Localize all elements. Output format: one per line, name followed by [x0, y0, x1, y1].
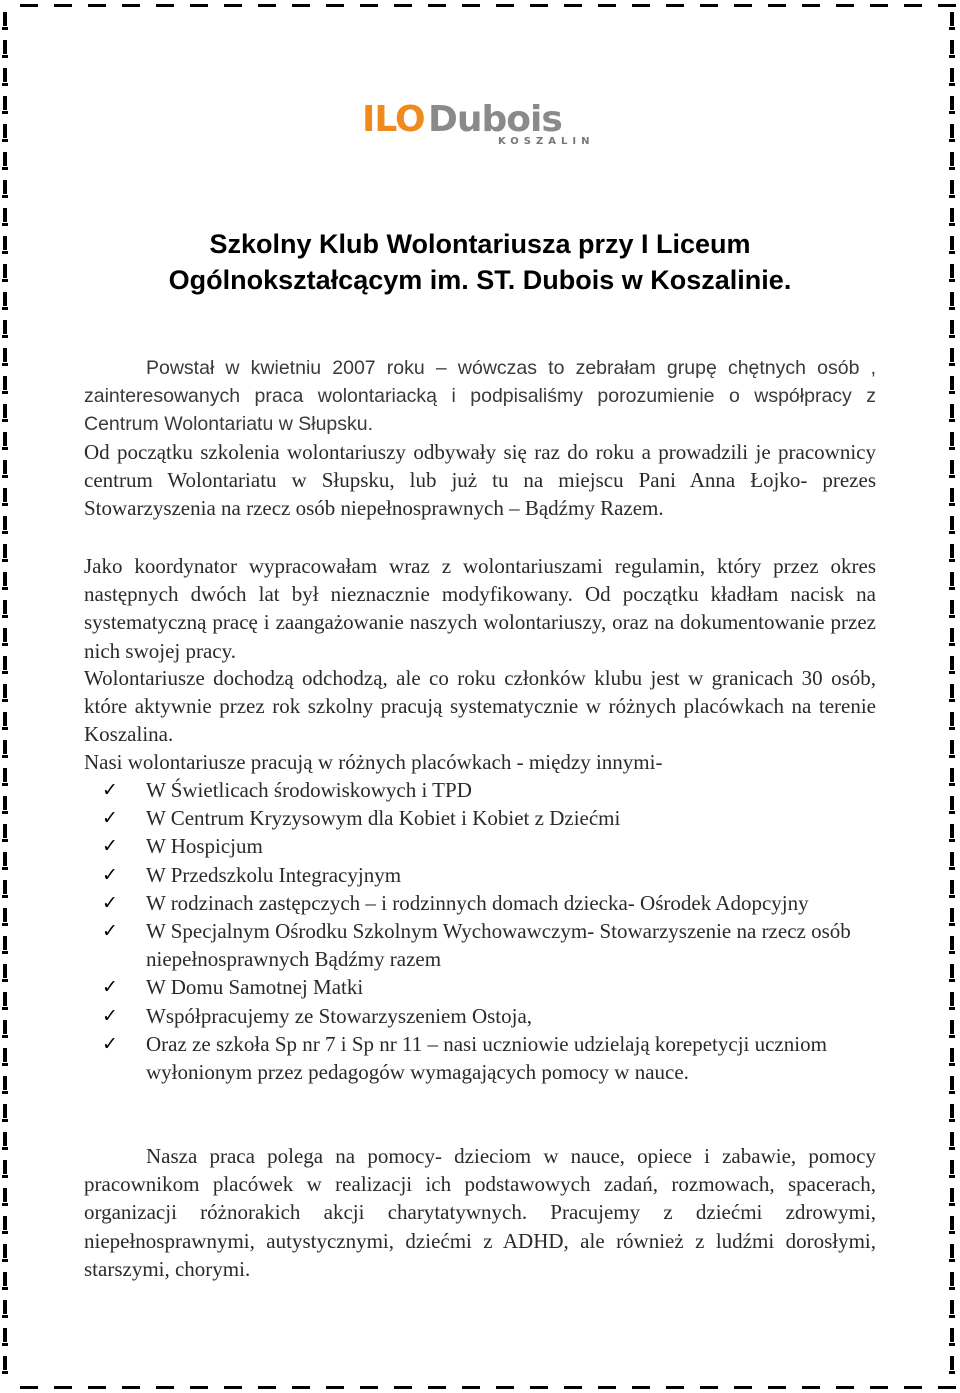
border-dash: [2, 139, 8, 142]
border-dash: [950, 320, 954, 334]
logo-city-text: KOSZALIN: [498, 136, 595, 147]
border-dash: [2, 559, 8, 562]
border-dash: [2, 83, 8, 86]
border-dash: [949, 1063, 955, 1066]
border-dash: [950, 992, 954, 1006]
border-dash: [156, 1386, 174, 1389]
list-item-text: W rodzinach zastępczych – i rodzinnych domach dziecka- Ośrodek Adopcyjny: [146, 890, 809, 915]
border-dash: [950, 96, 954, 110]
border-dash: [54, 1386, 72, 1389]
border-dash: [950, 488, 954, 502]
list-item: [84, 917, 876, 973]
border-dash: [2, 1063, 8, 1066]
list-item-text: Oraz ze szkoła Sp nr 7 i Sp nr 11 – nasi uczniowie udzielają korepetycji uczniom wyłonionym przez pedagogów wymagających pomocy w nauce.: [146, 1031, 827, 1085]
border-dash: [3, 824, 7, 838]
border-dash: [949, 1091, 955, 1094]
border-dash: [938, 4, 956, 7]
border-dash: [3, 152, 7, 166]
border-dash: [950, 964, 954, 978]
border-dash: [950, 236, 954, 250]
border-dash: [2, 643, 8, 646]
border-dash: [734, 4, 752, 7]
border-dash: [3, 1048, 7, 1062]
border-dash: [3, 264, 7, 278]
border-dash: [462, 1386, 480, 1389]
border-dash: [3, 376, 7, 390]
border-dash: [700, 4, 718, 7]
border-dash: [949, 1035, 955, 1038]
border-dash: [949, 783, 955, 786]
border-dash: [2, 587, 8, 590]
border-dash: [949, 307, 955, 310]
border-dash: [949, 1147, 955, 1150]
border-dash: [3, 1188, 7, 1202]
border-dash: [3, 572, 7, 586]
border-dash: [949, 167, 955, 170]
border-dash: [950, 68, 954, 82]
border-dash: [949, 895, 955, 898]
border-dash: [950, 12, 954, 26]
border-dash: [949, 531, 955, 534]
border-dash: [950, 1076, 954, 1090]
border-dash: [3, 992, 7, 1006]
list-item-text: W Hospicjum: [146, 834, 263, 859]
border-dash: [3, 768, 7, 782]
border-dash: [3, 656, 7, 670]
border-dash: [3, 68, 7, 82]
border-dash: [3, 712, 7, 726]
border-dash: [2, 1371, 8, 1374]
border-dash: [950, 1300, 954, 1314]
border-dash: [950, 124, 954, 138]
border-dash: [3, 488, 7, 502]
border-dash: [3, 320, 7, 334]
border-dash: [768, 1386, 786, 1389]
border-dash: [2, 895, 8, 898]
border-dash: [2, 475, 8, 478]
border-dash: [950, 348, 954, 362]
list-item-text: Współpracujemy ze Stowarzyszeniem Ostoja,: [146, 1003, 533, 1028]
border-dash: [950, 936, 954, 950]
border-dash: [20, 1386, 38, 1389]
list-item: [84, 832, 876, 860]
border-dash: [949, 923, 955, 926]
border-dash: [3, 96, 7, 110]
border-dash: [2, 195, 8, 198]
border-dash: [3, 936, 7, 950]
checkmark-icon: ✓: [102, 1004, 118, 1027]
border-dash: [950, 656, 954, 670]
border-dash: [2, 1147, 8, 1150]
border-dash: [2, 1343, 8, 1346]
border-dash: [904, 1386, 922, 1389]
border-dash: [2, 1287, 8, 1290]
border-dash: [949, 335, 955, 338]
border-dash: [2, 503, 8, 506]
border-dash: [949, 1315, 955, 1318]
border-dash: [949, 223, 955, 226]
border-dash: [949, 279, 955, 282]
border-dash: [2, 1007, 8, 1010]
border-dash: [3, 1300, 7, 1314]
list-item: [84, 889, 876, 917]
checkmark-icon: ✓: [102, 1032, 118, 1055]
border-dash: [122, 1386, 140, 1389]
border-dash: [3, 292, 7, 306]
page-title: [80, 226, 880, 298]
border-dash: [3, 1132, 7, 1146]
border-dash: [949, 1343, 955, 1346]
page-title-line-2: Ogólnokształcącym im. ST. Dubois w Koszalinie.: [168, 265, 792, 295]
border-dash: [3, 208, 7, 222]
intro-paragraph: Powstał w kwietniu 2007 roku – wówczas to zebrałam grupę chętnych osób , zainteresowanych praca wolontariacką i podpisaliśmy porozumienie o współpracy z Centrum Wolontariatu w Słupsku.: [84, 357, 876, 436]
border-dash: [2, 923, 8, 926]
border-dash: [632, 4, 650, 7]
border-dash: [950, 152, 954, 166]
border-dash: [326, 4, 344, 7]
border-dash: [428, 1386, 446, 1389]
border-dash: [3, 740, 7, 754]
border-dash: [2, 419, 8, 422]
border-dash: [292, 1386, 310, 1389]
border-dash: [3, 124, 7, 138]
border-dash: [949, 755, 955, 758]
border-dash: [950, 1356, 954, 1370]
border-dash: [949, 839, 955, 842]
border-dash: [3, 1356, 7, 1370]
border-dash: [2, 755, 8, 758]
border-dash: [949, 391, 955, 394]
border-dash: [700, 1386, 718, 1389]
border-dash: [3, 1244, 7, 1258]
border-dash: [3, 1076, 7, 1090]
border-dash: [3, 684, 7, 698]
border-dash: [2, 335, 8, 338]
border-dash: [564, 1386, 582, 1389]
border-dash: [950, 292, 954, 306]
border-dash: [950, 1244, 954, 1258]
border-dash: [666, 4, 684, 7]
border-dash: [88, 4, 106, 7]
border-dash: [949, 979, 955, 982]
border-dash: [949, 951, 955, 954]
border-dash: [950, 628, 954, 642]
border-dash: [530, 1386, 548, 1389]
border-dash: [950, 1160, 954, 1174]
border-dash: [949, 447, 955, 450]
border-dash: [949, 727, 955, 730]
border-dash: [950, 712, 954, 726]
border-dash: [2, 783, 8, 786]
border-dash: [3, 404, 7, 418]
border-dash: [950, 264, 954, 278]
border-dash: [950, 208, 954, 222]
border-dash: [496, 4, 514, 7]
border-dash: [950, 1216, 954, 1230]
list-item-text: W Specjalnym Ośrodku Szkolnym Wychowawczym- Stowarzyszenie na rzecz osób niepełnosprawnych Bądźmy razem: [146, 919, 851, 972]
border-dash: [3, 880, 7, 894]
list-item: [84, 1030, 876, 1086]
border-dash: [949, 559, 955, 562]
border-dash: [3, 1020, 7, 1034]
border-dash: [3, 1104, 7, 1118]
border-dash: [836, 1386, 854, 1389]
border-dash: [2, 811, 8, 814]
border-dash: [950, 544, 954, 558]
border-dash: [734, 1386, 752, 1389]
list-intro: Nasi wolontariusze pracują w różnych placówkach - między innymi-: [84, 750, 663, 774]
border-dash: [950, 1132, 954, 1146]
border-dash: [950, 1272, 954, 1286]
border-dash: [2, 111, 8, 114]
border-dash: [190, 1386, 208, 1389]
border-dash: [3, 460, 7, 474]
border-dash: [949, 139, 955, 142]
list-item: [84, 776, 876, 804]
border-dash: [224, 1386, 242, 1389]
border-dash: [950, 1048, 954, 1062]
border-dash: [950, 432, 954, 446]
border-dash: [949, 1119, 955, 1122]
border-dash: [949, 643, 955, 646]
border-dash: [666, 1386, 684, 1389]
border-dash: [3, 1328, 7, 1342]
border-dash: [2, 867, 8, 870]
border-dash: [950, 880, 954, 894]
border-dash: [2, 951, 8, 954]
border-dash: [950, 1188, 954, 1202]
checkmark-icon: ✓: [102, 807, 118, 830]
border-dash: [632, 1386, 650, 1389]
border-dash: [949, 1259, 955, 1262]
border-dash: [949, 251, 955, 254]
border-dash: [949, 1371, 955, 1374]
list-item-text: W Centrum Kryzysowym dla Kobiet i Kobiet z Dziećmi: [146, 806, 621, 831]
border-dash: [870, 1386, 888, 1389]
border-dash: [3, 40, 7, 54]
border-dash: [3, 180, 7, 194]
border-dash: [292, 4, 310, 7]
school-logo: [362, 100, 602, 152]
border-dash: [3, 1272, 7, 1286]
border-dash: [950, 572, 954, 586]
border-dash: [2, 1231, 8, 1234]
border-dash: [360, 4, 378, 7]
border-dash: [950, 1104, 954, 1118]
border-dash: [2, 1259, 8, 1262]
border-dash: [2, 1315, 8, 1318]
checkmark-icon: ✓: [102, 863, 118, 886]
logo-ilo-text: ILO: [362, 99, 425, 140]
checkmark-icon: ✓: [102, 835, 118, 858]
border-dash: [3, 516, 7, 530]
border-dash: [949, 671, 955, 674]
members-paragraph: Wolontariusze dochodzą odchodzą, ale co roku członków klubu jest w granicach 30 osób, które aktywnie przez rok szkolny pracują systematycznie w różnych placówkach na terenie Koszalina.: [84, 666, 876, 747]
border-dash: [88, 1386, 106, 1389]
border-dash: [949, 55, 955, 58]
places-checklist: [84, 776, 876, 1086]
border-dash: [3, 1216, 7, 1230]
border-dash: [2, 727, 8, 730]
checkmark-icon: ✓: [102, 976, 118, 999]
border-dash: [3, 964, 7, 978]
border-dash: [949, 615, 955, 618]
checkmark-icon: ✓: [102, 779, 118, 801]
border-dash: [598, 1386, 616, 1389]
border-dash: [950, 1020, 954, 1034]
border-dash: [802, 1386, 820, 1389]
border-dash: [190, 4, 208, 7]
list-item-text: W Domu Samotnej Matki: [146, 975, 364, 1000]
list-item-text: W Świetlicach środowiskowych i TPD: [146, 778, 472, 802]
border-dash: [2, 363, 8, 366]
border-dash: [122, 4, 140, 7]
border-dash: [2, 531, 8, 534]
border-dash: [258, 1386, 276, 1389]
border-dash: [950, 684, 954, 698]
border-dash: [3, 12, 7, 26]
border-dash: [802, 4, 820, 7]
border-dash: [950, 600, 954, 614]
logo-dubois-text: Dubois: [428, 99, 562, 140]
border-dash: [950, 376, 954, 390]
border-dash: [2, 223, 8, 226]
border-dash: [2, 55, 8, 58]
border-dash: [950, 908, 954, 922]
list-item-text: W Przedszkolu Integracyjnym: [146, 862, 402, 887]
border-dash: [3, 544, 7, 558]
border-dash: [950, 768, 954, 782]
border-dash: [950, 40, 954, 54]
border-dash: [394, 1386, 412, 1389]
border-dash: [54, 4, 72, 7]
border-dash: [2, 1175, 8, 1178]
border-dash: [949, 27, 955, 30]
border-dash: [2, 699, 8, 702]
checkmark-icon: ✓: [102, 891, 118, 914]
border-dash: [3, 1160, 7, 1174]
border-dash: [950, 180, 954, 194]
border-dash: [836, 4, 854, 7]
border-dash: [949, 419, 955, 422]
border-dash: [949, 111, 955, 114]
border-dash: [224, 4, 242, 7]
border-dash: [428, 4, 446, 7]
border-dash: [950, 404, 954, 418]
border-dash: [949, 1287, 955, 1290]
list-item: [84, 861, 876, 889]
border-dash: [949, 503, 955, 506]
border-dash: [3, 852, 7, 866]
border-dash: [156, 4, 174, 7]
border-dash: [3, 236, 7, 250]
closing-paragraph: Nasza praca polega na pomocy- dzieciom w nauce, opiece i zabawie, pomocy pracownikom placówek w realizacji ich podstawowych zadań, rozmowach, spacerach, organizacji różnorakich akcji charytatywnych. Pracujemy z dziećmi zdrowymi, niepełnosprawnymi, autystycznymi, dziećmi z ADHD, ale również z ludźmi dorosłymi, starszymi, chorymi.: [84, 1144, 876, 1281]
border-dash: [2, 615, 8, 618]
border-dash: [2, 1091, 8, 1094]
border-dash: [949, 1007, 955, 1010]
border-dash: [870, 4, 888, 7]
border-dash: [2, 307, 8, 310]
border-dash: [938, 1386, 956, 1389]
page-title-line-1: Szkolny Klub Wolontariusza przy I Liceum: [209, 229, 751, 259]
border-dash: [768, 4, 786, 7]
border-dash: [904, 4, 922, 7]
border-dash: [950, 460, 954, 474]
border-dash: [950, 824, 954, 838]
border-dash: [3, 796, 7, 810]
border-dash: [2, 279, 8, 282]
border-dash: [949, 363, 955, 366]
border-dash: [258, 4, 276, 7]
border-dash: [2, 979, 8, 982]
border-dash: [950, 1328, 954, 1342]
border-dash: [3, 432, 7, 446]
border-dash: [2, 671, 8, 674]
border-dash: [564, 4, 582, 7]
checkmark-icon: ✓: [102, 920, 118, 943]
border-dash: [2, 251, 8, 254]
list-item: [84, 973, 876, 1001]
training-paragraph: Od początku szkolenia wolontariuszy odbywały się raz do roku a prowadzili je pracownicy centrum Wolontariatu w Słupsku, lub już tu na miejscu Pani Anna Łojko- prezes Stowarzyszenia na rzecz osób niepełnosprawnych – Bądźmy Razem.: [84, 440, 876, 521]
border-dash: [2, 391, 8, 394]
border-dash: [598, 4, 616, 7]
border-dash: [950, 516, 954, 530]
border-dash: [949, 83, 955, 86]
border-dash: [950, 852, 954, 866]
rules-paragraph: Jako koordynator wypracowałam wraz z wolontariuszami regulamin, który przez okres następnych dwóch lat był nieznacznie modyfikowany. Od początku kładłam nacisk na systematyczną pracę i zaangażowanie naszych wolontariuszy, oraz na dokumentowanie przez nich swojej pracy.: [84, 554, 876, 663]
border-dash: [949, 587, 955, 590]
border-dash: [496, 1386, 514, 1389]
border-dash: [2, 167, 8, 170]
border-dash: [3, 908, 7, 922]
list-item: [84, 804, 876, 832]
border-dash: [2, 27, 8, 30]
border-dash: [2, 839, 8, 842]
border-dash: [949, 867, 955, 870]
border-dash: [2, 1203, 8, 1206]
border-dash: [326, 1386, 344, 1389]
border-dash: [949, 1203, 955, 1206]
border-dash: [3, 628, 7, 642]
border-dash: [3, 348, 7, 362]
border-dash: [2, 1035, 8, 1038]
border-dash: [20, 4, 38, 7]
border-dash: [949, 699, 955, 702]
border-dash: [949, 1175, 955, 1178]
border-dash: [3, 600, 7, 614]
border-dash: [949, 195, 955, 198]
border-dash: [2, 1119, 8, 1122]
border-dash: [462, 4, 480, 7]
border-dash: [949, 1231, 955, 1234]
border-dash: [360, 1386, 378, 1389]
border-dash: [950, 740, 954, 754]
list-item: [84, 1002, 876, 1030]
border-dash: [949, 811, 955, 814]
border-dash: [394, 4, 412, 7]
border-dash: [530, 4, 548, 7]
border-dash: [949, 475, 955, 478]
border-dash: [2, 447, 8, 450]
border-dash: [950, 796, 954, 810]
